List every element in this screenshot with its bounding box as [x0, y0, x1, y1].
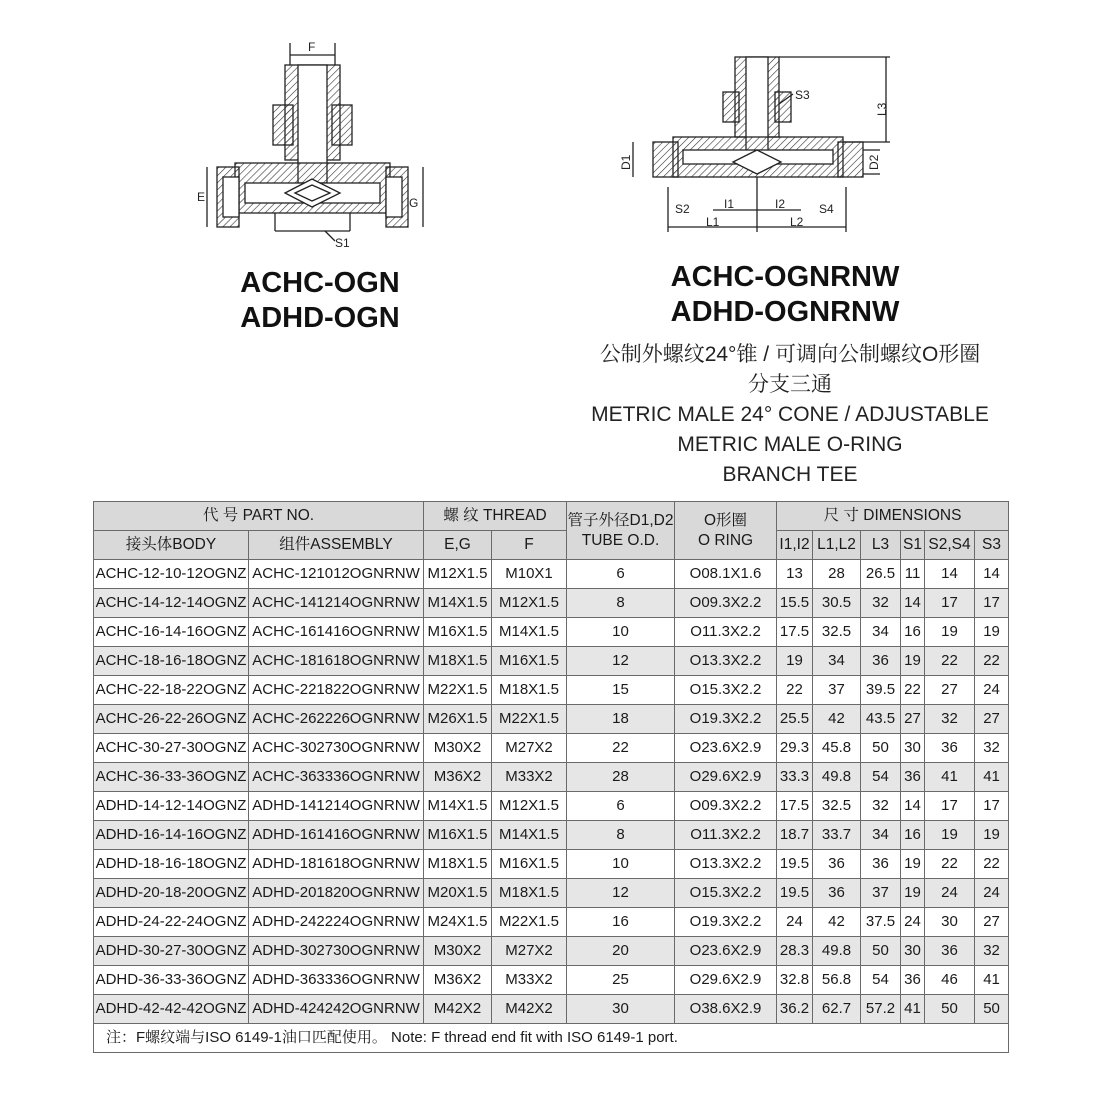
cell-i1i2: 24	[777, 908, 813, 937]
cell-tube-od: 6	[567, 560, 675, 589]
cell-body: ACHC-16-14-16OGNZ	[94, 618, 249, 647]
cell-l1l2: 32.5	[813, 792, 861, 821]
cell-thread-f: M22X1.5	[492, 705, 567, 734]
cell-l3: 36	[861, 647, 901, 676]
cell-s2s4: 14	[925, 560, 975, 589]
cell-l1l2: 34	[813, 647, 861, 676]
cell-l1l2: 42	[813, 705, 861, 734]
label-I1: I1	[724, 197, 735, 211]
cell-thread-eg: M18X1.5	[424, 850, 492, 879]
cell-tube-od: 18	[567, 705, 675, 734]
cell-assembly: ADHD-424242OGNRNW	[249, 995, 424, 1024]
cell-l1l2: 36	[813, 850, 861, 879]
cell-body: ACHC-30-27-30OGNZ	[94, 734, 249, 763]
header-s3: S3	[975, 531, 1009, 560]
cell-thread-eg: M20X1.5	[424, 879, 492, 908]
cell-s2s4: 17	[925, 792, 975, 821]
cell-s3: 41	[975, 966, 1009, 995]
left-model-titles	[220, 266, 420, 336]
cell-body: ADHD-24-22-24OGNZ	[94, 908, 249, 937]
cell-thread-f: M27X2	[492, 734, 567, 763]
header-tube-od-cn: 管子外径D1,D2	[567, 511, 674, 529]
right-fitting-drawing	[618, 52, 898, 237]
cell-s3: 22	[975, 647, 1009, 676]
cell-o-ring: O19.3X2.2	[675, 705, 777, 734]
header-f: F	[492, 531, 567, 560]
cell-assembly: ACHC-161416OGNRNW	[249, 618, 424, 647]
cell-thread-f: M18X1.5	[492, 676, 567, 705]
cell-s2s4: 19	[925, 821, 975, 850]
cell-l1l2: 36	[813, 879, 861, 908]
cell-l3: 32	[861, 589, 901, 618]
cell-thread-f: M27X2	[492, 937, 567, 966]
cell-l3: 39.5	[861, 676, 901, 705]
cell-tube-od: 12	[567, 879, 675, 908]
cell-tube-od: 12	[567, 647, 675, 676]
cell-body: ADHD-20-18-20OGNZ	[94, 879, 249, 908]
cell-o-ring: O15.3X2.2	[675, 879, 777, 908]
cell-l3: 54	[861, 966, 901, 995]
cell-s3: 24	[975, 879, 1009, 908]
cell-assembly: ADHD-161416OGNRNW	[249, 821, 424, 850]
cell-l3: 50	[861, 734, 901, 763]
cell-body: ADHD-42-42-42OGNZ	[94, 995, 249, 1024]
cell-l3: 34	[861, 821, 901, 850]
header-oring	[675, 502, 777, 560]
table-row	[94, 792, 1009, 821]
cell-tube-od: 22	[567, 734, 675, 763]
cell-o-ring: O29.6X2.9	[675, 763, 777, 792]
cell-thread-eg: M14X1.5	[424, 792, 492, 821]
cell-s2s4: 50	[925, 995, 975, 1024]
table-row	[94, 995, 1009, 1024]
cell-body: ADHD-14-12-14OGNZ	[94, 792, 249, 821]
cell-l3: 43.5	[861, 705, 901, 734]
cell-s1: 19	[901, 879, 925, 908]
cell-i1i2: 36.2	[777, 995, 813, 1024]
cell-o-ring: O23.6X2.9	[675, 734, 777, 763]
right-title-achc: ACHC-OGNRNW	[670, 261, 900, 293]
label-S4: S4	[819, 202, 834, 216]
header-s1: S1	[901, 531, 925, 560]
cell-thread-eg: M24X1.5	[424, 908, 492, 937]
cell-s1: 30	[901, 734, 925, 763]
cell-thread-f: M22X1.5	[492, 908, 567, 937]
cell-body: ADHD-36-33-36OGNZ	[94, 966, 249, 995]
cell-body: ADHD-16-14-16OGNZ	[94, 821, 249, 850]
cell-tube-od: 8	[567, 589, 675, 618]
cell-thread-eg: M16X1.5	[424, 618, 492, 647]
cell-s1: 16	[901, 618, 925, 647]
cell-assembly: ADHD-141214OGNRNW	[249, 792, 424, 821]
cell-tube-od: 25	[567, 966, 675, 995]
header-s2s4: S2,S4	[925, 531, 975, 560]
cell-l1l2: 45.8	[813, 734, 861, 763]
cell-l3: 57.2	[861, 995, 901, 1024]
cell-i1i2: 25.5	[777, 705, 813, 734]
cell-s2s4: 24	[925, 879, 975, 908]
cell-body: ACHC-18-16-18OGNZ	[94, 647, 249, 676]
cell-s2s4: 41	[925, 763, 975, 792]
table-row	[94, 879, 1009, 908]
cell-l1l2: 62.7	[813, 995, 861, 1024]
cell-s3: 19	[975, 821, 1009, 850]
cell-o-ring: O15.3X2.2	[675, 676, 777, 705]
cell-s3: 27	[975, 908, 1009, 937]
cell-thread-eg: M26X1.5	[424, 705, 492, 734]
cell-assembly: ADHD-181618OGNRNW	[249, 850, 424, 879]
cell-o-ring: O09.3X2.2	[675, 792, 777, 821]
label-S3: S3	[795, 88, 810, 102]
description-en-line3: BRANCH TEE	[722, 463, 858, 486]
cell-tube-od: 8	[567, 821, 675, 850]
cell-thread-f: M10X1	[492, 560, 567, 589]
cell-body: ADHD-18-16-18OGNZ	[94, 850, 249, 879]
cell-s3: 24	[975, 676, 1009, 705]
table-note: 注：F螺纹端与ISO 6149-1油口匹配使用。 Note: F thread end fit with ISO 6149-1 port.	[94, 1024, 1009, 1053]
cell-l1l2: 32.5	[813, 618, 861, 647]
table-row	[94, 647, 1009, 676]
cell-l3: 37.5	[861, 908, 901, 937]
label-E: E	[197, 190, 206, 204]
cell-l1l2: 37	[813, 676, 861, 705]
cell-body: ACHC-36-33-36OGNZ	[94, 763, 249, 792]
label-L3: L3	[875, 102, 889, 116]
cell-thread-eg: M18X1.5	[424, 647, 492, 676]
table-row	[94, 908, 1009, 937]
cell-s3: 41	[975, 763, 1009, 792]
left-title-adhd: ADHD-OGN	[240, 302, 400, 334]
cell-body: ADHD-30-27-30OGNZ	[94, 937, 249, 966]
label-I2: I2	[775, 197, 786, 211]
cell-assembly: ADHD-363336OGNRNW	[249, 966, 424, 995]
dimensions-table	[93, 501, 1009, 1053]
label-S2: S2	[675, 202, 690, 216]
cell-thread-eg: M30X2	[424, 937, 492, 966]
cell-s2s4: 27	[925, 676, 975, 705]
cell-s3: 50	[975, 995, 1009, 1024]
cell-s2s4: 22	[925, 647, 975, 676]
cell-s3: 22	[975, 850, 1009, 879]
cell-i1i2: 19.5	[777, 850, 813, 879]
cell-thread-eg: M14X1.5	[424, 589, 492, 618]
cell-i1i2: 13	[777, 560, 813, 589]
cell-assembly: ADHD-302730OGNRNW	[249, 937, 424, 966]
cell-assembly: ACHC-262226OGNRNW	[249, 705, 424, 734]
cell-s2s4: 17	[925, 589, 975, 618]
cell-i1i2: 33.3	[777, 763, 813, 792]
header-eg: E,G	[424, 531, 492, 560]
cell-thread-eg: M36X2	[424, 763, 492, 792]
table-row	[94, 821, 1009, 850]
cell-o-ring: O38.6X2.9	[675, 995, 777, 1024]
cell-s1: 30	[901, 937, 925, 966]
cell-thread-f: M42X2	[492, 995, 567, 1024]
cell-body: ACHC-12-10-12OGNZ	[94, 560, 249, 589]
header-body: 接头体BODY	[94, 531, 249, 560]
cell-o-ring: O13.3X2.2	[675, 647, 777, 676]
cell-assembly: ACHC-221822OGNRNW	[249, 676, 424, 705]
cell-assembly: ACHC-363336OGNRNW	[249, 763, 424, 792]
table-body	[94, 560, 1009, 1024]
cell-o-ring: O13.3X2.2	[675, 850, 777, 879]
cell-l1l2: 49.8	[813, 937, 861, 966]
cell-assembly: ACHC-302730OGNRNW	[249, 734, 424, 763]
cell-thread-eg: M30X2	[424, 734, 492, 763]
cell-body: ACHC-26-22-26OGNZ	[94, 705, 249, 734]
cell-l3: 26.5	[861, 560, 901, 589]
cell-i1i2: 17.5	[777, 618, 813, 647]
label-D2: D2	[867, 154, 881, 170]
cell-body: ACHC-22-18-22OGNZ	[94, 676, 249, 705]
cell-thread-f: M16X1.5	[492, 850, 567, 879]
cell-thread-eg: M22X1.5	[424, 676, 492, 705]
label-L1: L1	[706, 215, 720, 229]
cell-s1: 14	[901, 589, 925, 618]
table-row	[94, 560, 1009, 589]
cell-i1i2: 15.5	[777, 589, 813, 618]
label-F: F	[308, 40, 316, 54]
cell-o-ring: O19.3X2.2	[675, 908, 777, 937]
cell-thread-f: M33X2	[492, 966, 567, 995]
cell-s1: 16	[901, 821, 925, 850]
label-G: G	[409, 196, 419, 210]
cell-thread-f: M14X1.5	[492, 618, 567, 647]
cell-s1: 24	[901, 908, 925, 937]
cell-s2s4: 19	[925, 618, 975, 647]
header-assembly: 组件ASSEMBLY	[249, 531, 424, 560]
cell-s1: 41	[901, 995, 925, 1024]
cell-s1: 19	[901, 850, 925, 879]
cell-thread-f: M12X1.5	[492, 589, 567, 618]
cell-l1l2: 42	[813, 908, 861, 937]
table-row	[94, 589, 1009, 618]
cell-thread-f: M18X1.5	[492, 879, 567, 908]
cell-l1l2: 28	[813, 560, 861, 589]
label-S1: S1	[335, 236, 350, 250]
right-model-titles	[640, 260, 930, 330]
cell-thread-eg: M16X1.5	[424, 821, 492, 850]
cell-s2s4: 32	[925, 705, 975, 734]
cell-assembly: ACHC-141214OGNRNW	[249, 589, 424, 618]
cell-s3: 32	[975, 734, 1009, 763]
cell-s2s4: 36	[925, 937, 975, 966]
cell-s1: 11	[901, 560, 925, 589]
header-part-no: 代 号 PART NO.	[94, 502, 424, 531]
cell-tube-od: 20	[567, 937, 675, 966]
cell-s2s4: 30	[925, 908, 975, 937]
cell-thread-f: M33X2	[492, 763, 567, 792]
cell-s1: 36	[901, 966, 925, 995]
cell-s3: 27	[975, 705, 1009, 734]
cell-thread-eg: M12X1.5	[424, 560, 492, 589]
right-title-adhd: ADHD-OGNRNW	[670, 296, 900, 328]
cell-tube-od: 6	[567, 792, 675, 821]
table-row	[94, 966, 1009, 995]
cell-l3: 54	[861, 763, 901, 792]
cell-l3: 37	[861, 879, 901, 908]
cell-i1i2: 29.3	[777, 734, 813, 763]
cell-l1l2: 49.8	[813, 763, 861, 792]
cell-body: ACHC-14-12-14OGNZ	[94, 589, 249, 618]
cell-thread-f: M16X1.5	[492, 647, 567, 676]
cell-thread-f: M12X1.5	[492, 792, 567, 821]
product-description	[560, 340, 1020, 490]
header-oring-en: O RING	[697, 531, 754, 549]
cell-tube-od: 10	[567, 850, 675, 879]
header-tube-od	[567, 502, 675, 560]
cell-tube-od: 15	[567, 676, 675, 705]
header-l3: L3	[861, 531, 901, 560]
cell-s1: 14	[901, 792, 925, 821]
header-dimensions: 尺 寸 DIMENSIONS	[777, 502, 1009, 531]
header-l1l2: L1,L2	[813, 531, 861, 560]
cell-thread-f: M14X1.5	[492, 821, 567, 850]
cell-i1i2: 28.3	[777, 937, 813, 966]
table-row	[94, 618, 1009, 647]
cell-s3: 14	[975, 560, 1009, 589]
cell-s2s4: 36	[925, 734, 975, 763]
table-row	[94, 705, 1009, 734]
cell-i1i2: 19	[777, 647, 813, 676]
cell-l1l2: 56.8	[813, 966, 861, 995]
description-en-line1: METRIC MALE 24° CONE / ADJUSTABLE	[591, 403, 989, 426]
cell-l3: 34	[861, 618, 901, 647]
cell-l1l2: 30.5	[813, 589, 861, 618]
cell-s2s4: 22	[925, 850, 975, 879]
cell-tube-od: 10	[567, 618, 675, 647]
cell-o-ring: O09.3X2.2	[675, 589, 777, 618]
cell-s3: 19	[975, 618, 1009, 647]
cell-thread-eg: M36X2	[424, 966, 492, 995]
table-row	[94, 763, 1009, 792]
cell-o-ring: O08.1X1.6	[675, 560, 777, 589]
cell-assembly: ADHD-242224OGNRNW	[249, 908, 424, 937]
cell-tube-od: 30	[567, 995, 675, 1024]
cell-s1: 22	[901, 676, 925, 705]
description-cn-line1: 公制外螺纹24°锥 / 可调向公制螺纹O形圈	[599, 343, 981, 366]
cell-thread-eg: M42X2	[424, 995, 492, 1024]
cell-l3: 50	[861, 937, 901, 966]
cell-assembly: ACHC-181618OGNRNW	[249, 647, 424, 676]
table-row	[94, 850, 1009, 879]
label-L2: L2	[790, 215, 804, 229]
left-fitting-drawing	[195, 35, 435, 250]
left-title-achc: ACHC-OGN	[240, 267, 400, 299]
cell-l3: 32	[861, 792, 901, 821]
cell-s3: 32	[975, 937, 1009, 966]
cell-s1: 19	[901, 647, 925, 676]
table-row	[94, 937, 1009, 966]
cell-i1i2: 18.7	[777, 821, 813, 850]
cell-s3: 17	[975, 792, 1009, 821]
header-oring-cn: O形圈	[703, 511, 748, 529]
cell-s1: 36	[901, 763, 925, 792]
table-header-row-2	[94, 531, 1009, 560]
cell-l1l2: 33.7	[813, 821, 861, 850]
description-cn-line2: 分支三通	[748, 373, 832, 396]
table-header-row-1	[94, 502, 1009, 531]
table-row	[94, 676, 1009, 705]
label-D1: D1	[619, 154, 633, 170]
cell-o-ring: O11.3X2.2	[675, 618, 777, 647]
table-note-row	[94, 1024, 1009, 1053]
cell-assembly: ADHD-201820OGNRNW	[249, 879, 424, 908]
cell-tube-od: 16	[567, 908, 675, 937]
description-en-line2: METRIC MALE O-RING	[677, 433, 903, 456]
cell-s1: 27	[901, 705, 925, 734]
cell-assembly: ACHC-121012OGNRNW	[249, 560, 424, 589]
cell-i1i2: 17.5	[777, 792, 813, 821]
cell-o-ring: O29.6X2.9	[675, 966, 777, 995]
cell-tube-od: 28	[567, 763, 675, 792]
cell-o-ring: O11.3X2.2	[675, 821, 777, 850]
cell-i1i2: 19.5	[777, 879, 813, 908]
cell-i1i2: 32.8	[777, 966, 813, 995]
cell-o-ring: O23.6X2.9	[675, 937, 777, 966]
cell-s3: 17	[975, 589, 1009, 618]
cell-i1i2: 22	[777, 676, 813, 705]
header-thread: 螺 纹 THREAD	[424, 502, 567, 531]
table-row	[94, 734, 1009, 763]
header-tube-od-en: TUBE O.D.	[581, 531, 660, 549]
cell-s2s4: 46	[925, 966, 975, 995]
header-i1i2: I1,I2	[777, 531, 813, 560]
cell-l3: 36	[861, 850, 901, 879]
